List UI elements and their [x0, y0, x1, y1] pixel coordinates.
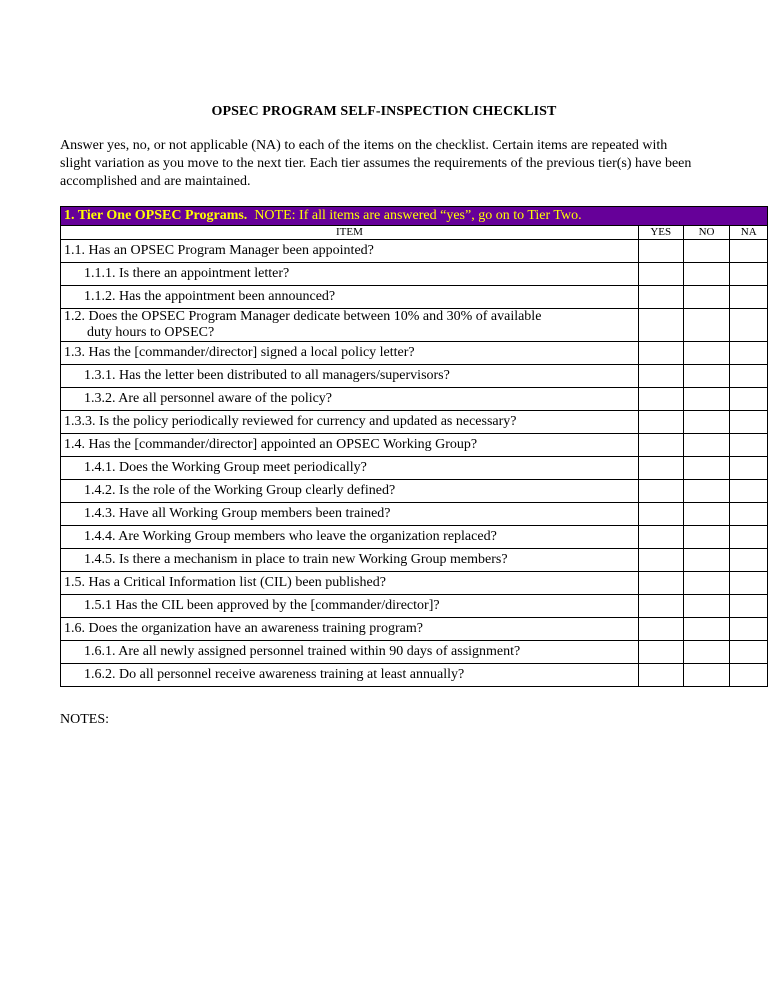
answer-cell-na[interactable]: [730, 388, 768, 411]
answer-cell-no[interactable]: [683, 309, 730, 342]
answer-cell-no[interactable]: [683, 240, 730, 263]
checklist-item-text: [61, 503, 639, 526]
checklist-item-text: [61, 526, 639, 549]
table-row: [61, 286, 768, 309]
answer-cell-no[interactable]: [683, 526, 730, 549]
table-row: [61, 641, 768, 664]
table-row: [61, 365, 768, 388]
item-text: 1.2. Does the OPSEC Program Manager dedicate between 10% and 30% of available: [64, 309, 542, 324]
answer-cell-no[interactable]: [683, 342, 730, 365]
answer-cell-na[interactable]: [730, 572, 768, 595]
answer-cell-no[interactable]: [683, 641, 730, 664]
answer-cell-na[interactable]: [730, 434, 768, 457]
answer-cell-no[interactable]: [683, 503, 730, 526]
table-row: [61, 457, 768, 480]
item-text: 1.4.1. Does the Working Group meet periodically?: [84, 460, 367, 475]
answer-cell-na[interactable]: [730, 503, 768, 526]
checklist-item-text: [61, 549, 639, 572]
answer-cell-yes[interactable]: [638, 595, 683, 618]
item-text: 1.3.3. Is the policy periodically reviewed for currency and updated as necessary?: [64, 414, 517, 429]
answer-cell-no[interactable]: [683, 388, 730, 411]
checklist-item-text: [61, 388, 639, 411]
answer-cell-na[interactable]: [730, 411, 768, 434]
answer-cell-yes[interactable]: [638, 457, 683, 480]
item-text: 1.4.2. Is the role of the Working Group clearly defined?: [84, 483, 396, 498]
table-row: [61, 263, 768, 286]
checklist-item-text: [61, 641, 639, 664]
checklist-item-text: [61, 411, 639, 434]
answer-cell-yes[interactable]: [638, 309, 683, 342]
table-row: [61, 342, 768, 365]
answer-cell-na[interactable]: [730, 286, 768, 309]
col-no-header: NO: [683, 226, 730, 240]
answer-cell-na[interactable]: [730, 641, 768, 664]
item-text: 1.4.4. Are Working Group members who leave the organization replaced?: [84, 529, 497, 544]
item-text: 1.4.3. Have all Working Group members been trained?: [84, 506, 391, 521]
col-item-header: ITEM: [61, 226, 639, 240]
answer-cell-no[interactable]: [683, 411, 730, 434]
answer-cell-na[interactable]: [730, 342, 768, 365]
answer-cell-no[interactable]: [683, 457, 730, 480]
table-row: [61, 618, 768, 641]
item-text: 1.3.1. Has the letter been distributed to all managers/supervisors?: [84, 368, 450, 383]
table-row: [61, 480, 768, 503]
answer-cell-na[interactable]: [730, 365, 768, 388]
item-text: 1.4. Has the [commander/director] appointed an OPSEC Working Group?: [64, 437, 478, 452]
checklist-item-text: [61, 263, 639, 286]
answer-cell-yes[interactable]: [638, 480, 683, 503]
item-text: 1.6.2. Do all personnel receive awareness training at least annually?: [84, 667, 465, 682]
answer-cell-yes[interactable]: [638, 263, 683, 286]
answer-cell-yes[interactable]: [638, 388, 683, 411]
item-text: 1.1. Has an OPSEC Program Manager been appointed?: [64, 243, 374, 258]
answer-cell-no[interactable]: [683, 480, 730, 503]
answer-cell-yes[interactable]: [638, 503, 683, 526]
answer-cell-na[interactable]: [730, 526, 768, 549]
table-row: [61, 503, 768, 526]
table-row: [61, 595, 768, 618]
answer-cell-no[interactable]: [683, 434, 730, 457]
checklist-rows: [61, 240, 768, 687]
item-text: 1.6. Does the organization have an awareness training program?: [64, 621, 423, 636]
answer-cell-yes[interactable]: [638, 618, 683, 641]
item-text: 1.4.5. Is there a mechanism in place to train new Working Group members?: [84, 552, 508, 567]
item-text: 1.6.1. Are all newly assigned personnel trained within 90 days of assignment?: [84, 644, 521, 659]
checklist-item-text: [61, 240, 639, 263]
table-row: [61, 664, 768, 687]
answer-cell-no[interactable]: [683, 549, 730, 572]
answer-cell-no[interactable]: [683, 572, 730, 595]
answer-cell-na[interactable]: [730, 309, 768, 342]
checklist-item-text: [61, 434, 639, 457]
item-text: 1.1.1. Is there an appointment letter?: [84, 266, 290, 281]
answer-cell-yes[interactable]: [638, 526, 683, 549]
tier-heading-note: NOTE: If all items are answered “yes”, go on to Tier Two.: [254, 208, 582, 223]
item-text: 1.3.2. Are all personnel aware of the policy?: [84, 391, 333, 406]
table-row: [61, 309, 768, 342]
checklist-item-text: [61, 595, 639, 618]
checklist-item-text: [61, 664, 639, 687]
answer-cell-yes[interactable]: [638, 664, 683, 687]
answer-cell-yes[interactable]: [638, 434, 683, 457]
answer-cell-no[interactable]: [683, 365, 730, 388]
answer-cell-yes[interactable]: [638, 572, 683, 595]
table-row: [61, 388, 768, 411]
item-text: 1.1.2. Has the appointment been announced?: [84, 289, 336, 304]
answer-cell-na[interactable]: [730, 664, 768, 687]
answer-cell-na[interactable]: [730, 263, 768, 286]
checklist-item-text: [61, 342, 639, 365]
item-text: 1.5.1 Has the CIL been approved by the [commander/director]?: [84, 598, 440, 613]
table-row: [61, 526, 768, 549]
answer-cell-na[interactable]: [730, 480, 768, 503]
answer-cell-na[interactable]: [730, 549, 768, 572]
table-row: [61, 549, 768, 572]
answer-cell-na[interactable]: [730, 618, 768, 641]
checklist-item-text: [61, 286, 639, 309]
answer-cell-yes[interactable]: [638, 342, 683, 365]
item-text: 1.5. Has a Critical Information list (CIL) been published?: [64, 575, 386, 590]
tier-one-heading-row: [61, 207, 768, 226]
answer-cell-no[interactable]: [683, 664, 730, 687]
checklist-item-text: [61, 618, 639, 641]
table-row: [61, 411, 768, 434]
answer-cell-yes[interactable]: [638, 641, 683, 664]
answer-cell-yes[interactable]: [638, 549, 683, 572]
col-na-header: NA: [730, 226, 768, 240]
checklist-item-text: [61, 572, 639, 595]
col-yes-header: YES: [638, 226, 683, 240]
answer-cell-no[interactable]: [683, 286, 730, 309]
answer-cell-yes[interactable]: [638, 411, 683, 434]
checklist-item-text: [61, 309, 639, 342]
checklist-item-text: [61, 365, 639, 388]
intro-paragraph: Answer yes, no, or not applicable (NA) to each of the items on the checklist. Certain items are repeated with slight variation as you move to the next tier. Each tier assumes the requirements of the previous tier(s) have been accomplished and are maintained.: [60, 138, 692, 189]
checklist-item-text: [61, 457, 639, 480]
answer-cell-yes[interactable]: [638, 365, 683, 388]
tier-one-heading: [61, 207, 768, 226]
answer-cell-no[interactable]: [683, 618, 730, 641]
answer-cell-na[interactable]: [730, 595, 768, 618]
answer-cell-yes[interactable]: [638, 286, 683, 309]
notes-label: NOTES:: [60, 712, 109, 727]
table-row: [61, 572, 768, 595]
answer-cell-na[interactable]: [730, 240, 768, 263]
tier-heading-bold: 1. Tier One OPSEC Programs.: [64, 208, 248, 223]
answer-cell-yes[interactable]: [638, 240, 683, 263]
answer-cell-na[interactable]: [730, 457, 768, 480]
answer-cell-no[interactable]: [683, 263, 730, 286]
table-row: [61, 240, 768, 263]
table-row: [61, 434, 768, 457]
checklist-table: [60, 206, 768, 687]
checklist-item-text: [61, 480, 639, 503]
item-text: 1.3. Has the [commander/director] signed a local policy letter?: [64, 345, 415, 360]
answer-cell-no[interactable]: [683, 595, 730, 618]
item-text-continued: duty hours to OPSEC?: [87, 325, 215, 340]
page-title: OPSEC PROGRAM SELF-INSPECTION CHECKLIST: [211, 104, 557, 119]
column-header-row: [61, 226, 768, 240]
